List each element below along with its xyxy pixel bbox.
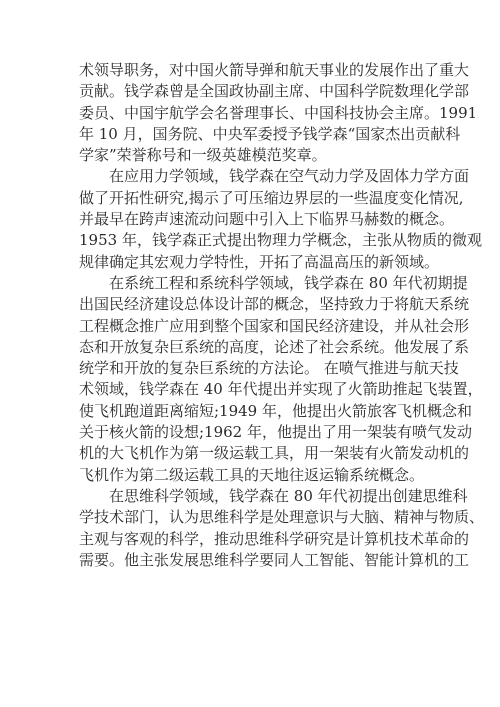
text-line: 工程概念推广应用到整个国家和国民经济建设，并从社会形: [79, 316, 470, 335]
paragraph-systems-engineering: [79, 273, 483, 486]
text-line: 术领导职务，对中国火箭导弹和航天事业的发展作出了重大: [79, 61, 470, 79]
text-line: 主观与客观的科学，推动思维科学研究是计算机技术革命的: [79, 529, 470, 548]
text-line: 关于核火箭的设想;1962 年，他提出了用一架装有喷气发动: [79, 423, 472, 442]
text-line: 1953 年，钱学森正式提出物理力学概念，主张从物质的微观: [79, 231, 482, 250]
paragraph-applied-mechanics: [79, 166, 482, 272]
text-line: 在系统工程和系统科学领域，钱学森在 80 年代初期提: [109, 273, 468, 292]
text-line: 在思维科学领域，钱学森在 80 年代初提出创建思维科: [109, 486, 468, 505]
text-line: 做了开拓性研究,揭示了可压缩边界层的一些温度变化情况,: [79, 188, 464, 207]
text-line: 学技术部门，认为思维科学是处理意识与大脑、精神与物质、: [79, 508, 485, 527]
text-line: 委员、中国宇航学会名誉理事长、中国科技协会主席。1991: [79, 103, 478, 122]
text-line: 出国民经济建设总体设计部的概念，坚持致力于将航天系统: [79, 295, 470, 314]
text-line: 使飞机跑道距离缩短;1949 年，他提出火箭旅客飞机概念和: [79, 401, 472, 420]
text-line: 并最早在跨声速流动问题中引入上下临界马赫数的概念。: [79, 210, 455, 229]
paragraph-noetic-science: [79, 486, 485, 571]
text-line: 统学和开放的复杂巨系统的方法论。 在喷气推进与航天技: [79, 359, 459, 378]
document-page: [79, 60, 485, 571]
text-line: 贡献。钱学森曾是全国政协副主席、中国科学院数理化学部: [79, 82, 470, 101]
text-line: 术领域，钱学森在 40 年代提出并实现了火箭助推起飞装置，: [79, 380, 483, 399]
text-line: 规律确定其宏观力学特性，开拓了高温高压的新领域。: [79, 252, 440, 271]
text-line: 飞机作为第二级运载工具的天地往返运输系统概念。: [79, 465, 425, 484]
paragraph-career-honors: [79, 60, 478, 166]
text-line: 机的大飞机作为第一级运载工具，用一架装有火箭发动机的: [79, 444, 470, 463]
text-line: 态和开放复杂巨系统的高度，论述了社会系统。他发展了系: [79, 337, 470, 356]
text-line: 在应用力学领域，钱学森在空气动力学及固体力学方面: [109, 167, 470, 186]
text-line: 学家”荣誉称号和一级英雄模范奖章。: [79, 146, 327, 165]
text-line: 需要。他主张发展思维科学要同人工智能、智能计算机的工: [79, 550, 470, 569]
text-line: 年 10 月，国务院、中央军委授予钱学森“国家杰出贡献科: [79, 124, 461, 143]
